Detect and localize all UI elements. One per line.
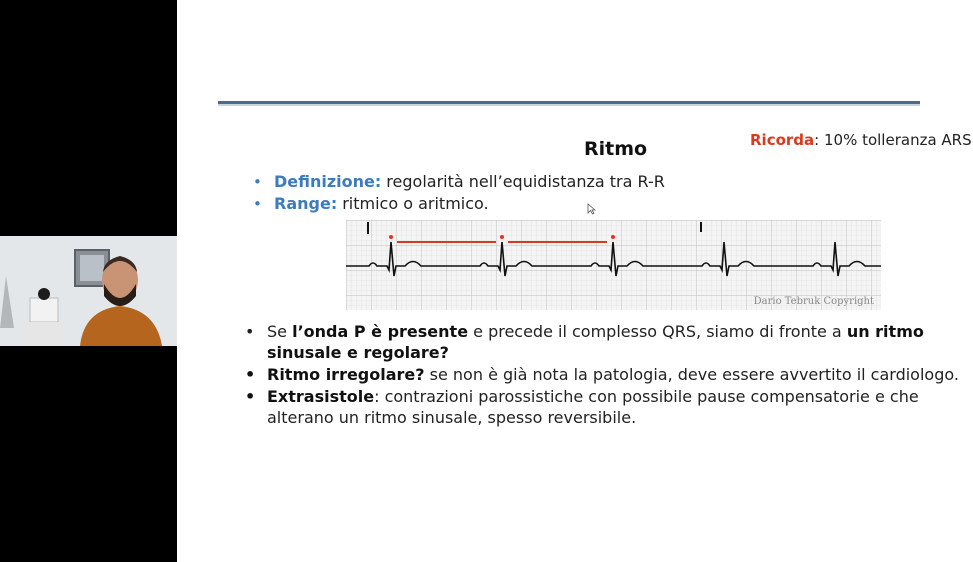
bullet-dot-icon: • bbox=[245, 322, 255, 341]
range-item bbox=[253, 193, 665, 215]
presentation-slide bbox=[177, 0, 973, 562]
bullet-dot-icon: • bbox=[253, 195, 262, 213]
note-text: Se l’onda P è presente e precede il complesso QRS, siamo di fronte a un ritmo sinusale e regolare? bbox=[267, 322, 924, 362]
ecg-strip bbox=[346, 220, 881, 310]
r-peak-marker bbox=[389, 235, 393, 239]
reminder-text: : 10% tolleranza ARS bbox=[814, 131, 972, 149]
note-item-irregular bbox=[245, 364, 965, 385]
r-peak-marker bbox=[500, 235, 504, 239]
range-text: ritmico o aritmico. bbox=[342, 194, 489, 213]
note-item-extrasystole bbox=[245, 386, 965, 428]
presenter-image bbox=[0, 236, 177, 346]
range-key: Range: bbox=[274, 194, 338, 213]
mouse-cursor-icon bbox=[587, 203, 596, 215]
note-item-p-wave bbox=[245, 321, 965, 363]
definition-list bbox=[253, 171, 665, 215]
r-peak-marker bbox=[611, 235, 615, 239]
slide-title: Ritmo bbox=[584, 138, 648, 160]
bullet-dot-icon: • bbox=[245, 365, 256, 384]
definition-text: regolarità nell’equidistanza tra R-R bbox=[386, 172, 665, 191]
webcam-video bbox=[0, 236, 177, 346]
definition-item bbox=[253, 171, 665, 193]
note-text: Extrasistole: contrazioni parossistiche con possibile pause compensatorie e che alterano un ritmo sinusale, spesso reversibile. bbox=[267, 387, 919, 427]
notes-list bbox=[245, 321, 965, 429]
note-text: Ritmo irregolare? se non è già nota la patologia, deve essere avvertito il cardiologo. bbox=[267, 365, 959, 384]
definition-key: Definizione: bbox=[274, 172, 382, 191]
ecg-watermark: Dario Tebruk Copyright bbox=[753, 296, 874, 307]
reminder-label: Ricorda bbox=[750, 131, 815, 149]
bullet-dot-icon: • bbox=[253, 173, 262, 191]
bullet-dot-icon: • bbox=[245, 387, 256, 406]
top-divider-shadow bbox=[218, 104, 920, 106]
reminder-note bbox=[750, 131, 972, 149]
